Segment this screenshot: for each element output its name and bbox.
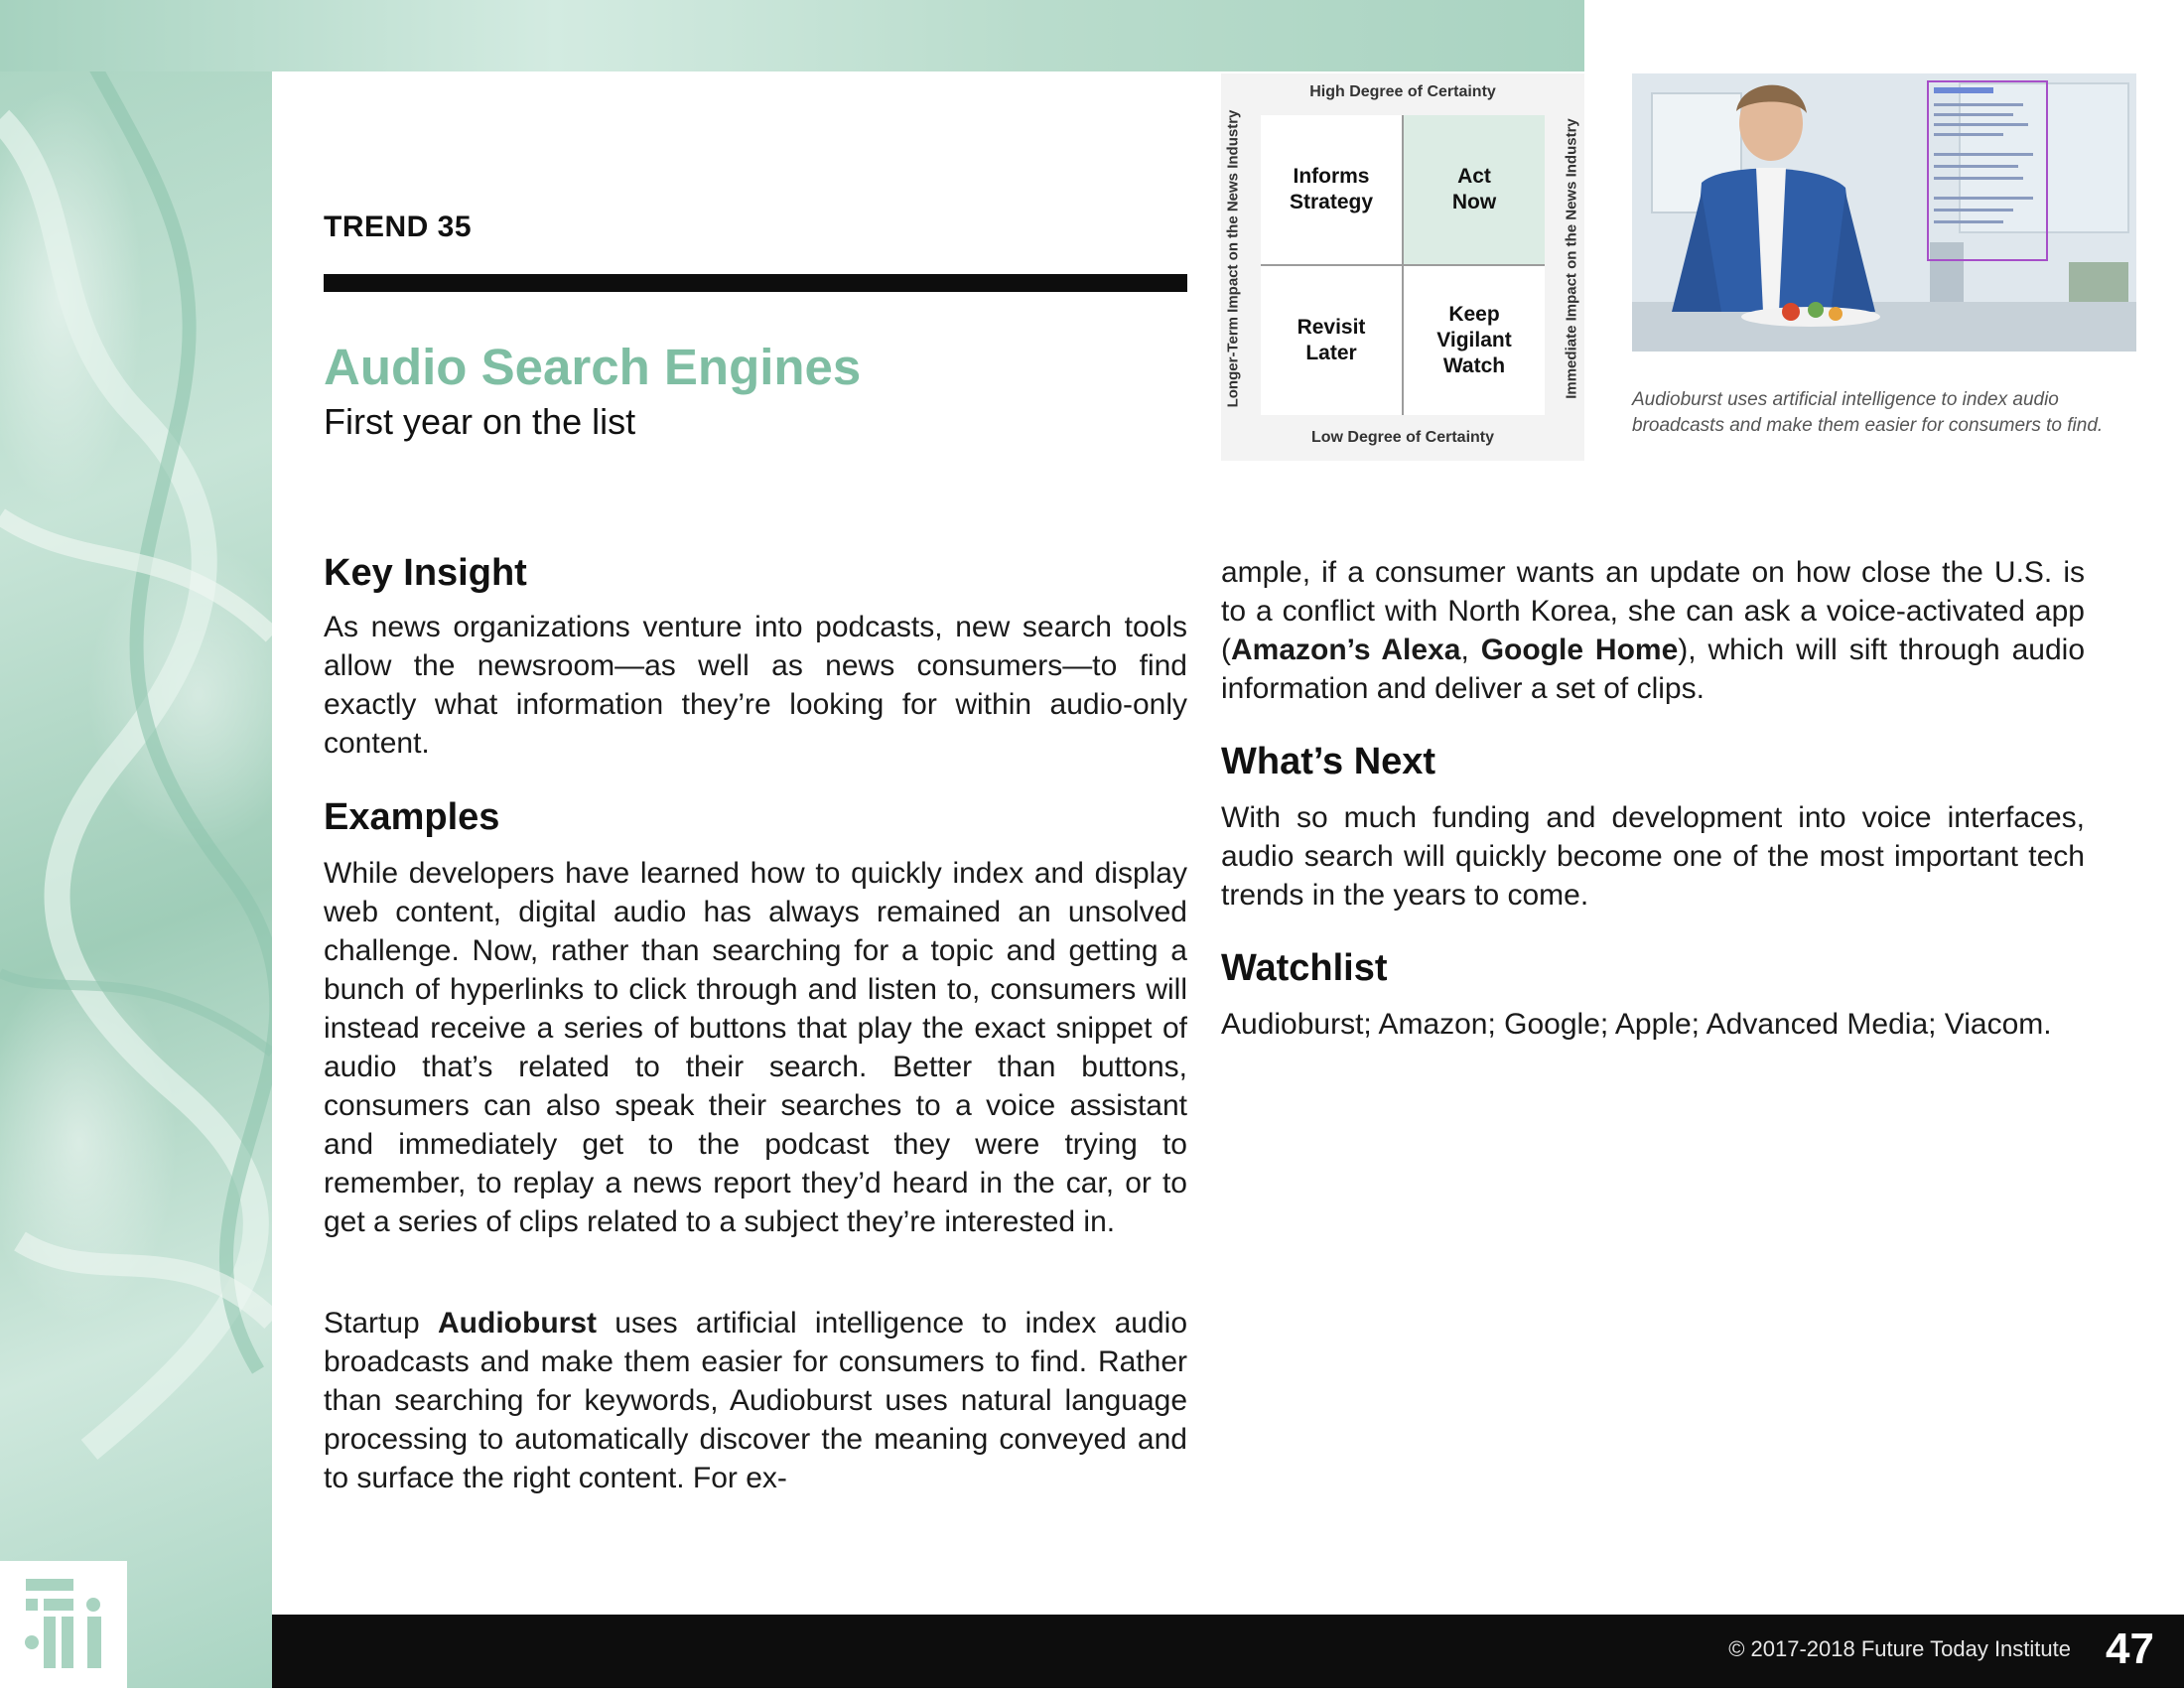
- quadrant-label: Informs Strategy: [1289, 164, 1374, 213]
- text-run: ample, if a consumer wants an update on how close the U.S. is to a conflict with North Korea, she can ask a voice-activated app (: [1221, 556, 2085, 666]
- examples-heading: Examples: [324, 796, 500, 838]
- examples-continued-text: [1221, 553, 2085, 708]
- man-cooking-illustration: [1632, 73, 2136, 352]
- photo-caption: Audioburst uses artificial intelligence to index audio broadcasts and make them easier for consumers to find.: [1632, 389, 2104, 436]
- footer-copyright: © 2017-2018 Future Today Institute: [1728, 1636, 2071, 1661]
- trend-label: TREND 35: [324, 211, 473, 243]
- quadrant-keep-vigilant-watch: [1404, 266, 1545, 415]
- quadrant-label: Revisit Later: [1297, 315, 1366, 364]
- key-insight-text: As news organizations venture into podcasts, new search tools allow the newsroom—as well as news consumers—to find exactly what information they’re looking for within audio-only content.: [324, 611, 1187, 760]
- page-footer: [272, 1615, 2184, 1688]
- page-number: 47: [2106, 1624, 2154, 1673]
- whats-next-heading: What’s Next: [1221, 741, 1436, 782]
- watchlist-text: Audioburst; Amazon; Google; Apple; Advanced Media; Viacom.: [1221, 1008, 2052, 1041]
- text-run: ), which will sift through audio information and deliver a set of clips.: [1221, 634, 2085, 705]
- article-photo: [1632, 73, 2136, 352]
- text-run: uses artificial intelligence to index audio broadcasts and make them easier for consumers to find. Rather than searching for keywords, Audioburst uses natural language processing to automatically discover the meaning conveyed and to surface the right content. For ex-: [324, 1307, 1188, 1494]
- page-title: Audio Search Engines: [324, 339, 862, 395]
- fti-logo: [0, 1561, 127, 1688]
- company-name-audioburst: Audioburst: [438, 1307, 597, 1340]
- matrix-right-label: Immediate Impact on the News Industry: [1563, 118, 1580, 399]
- product-name-alexa: Amazon’s Alexa: [1231, 634, 1461, 666]
- text-run: ,: [1460, 634, 1481, 666]
- quadrant-informs-strategy: [1261, 115, 1402, 264]
- quadrant-label: Keep Vigilant Watch: [1436, 302, 1512, 378]
- certainty-impact-matrix: [1221, 73, 1584, 461]
- matrix-top-label: High Degree of Certainty: [1309, 83, 1496, 100]
- decorative-top-band: [0, 0, 1584, 71]
- key-insight-heading: Key Insight: [324, 552, 527, 594]
- matrix-left-label: Longer-Term Impact on the News Industry: [1224, 109, 1242, 408]
- page-subtitle: First year on the list: [324, 401, 636, 442]
- product-name-google-home: Google Home: [1480, 634, 1679, 666]
- examples-text: While developers have learned how to quickly index and display web content, digital audio has always remained an unsolved challenge. Now, rather than searching for a topic and getting a bunch of hyperlinks to click through and listen to, consumers will instead receive a series of buttons that play the exact snippet of audio that’s related to their search. Better than buttons, consumers can also speak their searches to a voice assistant and immediately get to the podcast they were trying to remember, to replay a news report they’d heard in the car, or to get a series of clips related to a subject they’re interested in.: [324, 857, 1187, 1238]
- matrix-bottom-label: Low Degree of Certainty: [1310, 429, 1495, 446]
- decorative-marble-strip: [0, 0, 272, 1688]
- text-run: Startup: [324, 1307, 439, 1340]
- whats-next-text: With so much funding and development into voice interfaces, audio search will quickly become one of the most important tech trends in the years to come.: [1221, 801, 2085, 912]
- watchlist-heading: Watchlist: [1221, 947, 1388, 989]
- matrix-vertical-divider: [1402, 115, 1404, 415]
- quadrant-act-now: [1404, 115, 1545, 264]
- examples-startup-text: [324, 1304, 1187, 1497]
- fti-logo-icon: [0, 1561, 127, 1688]
- quadrant-revisit-later: [1261, 266, 1402, 415]
- quadrant-label: Act Now: [1451, 164, 1497, 213]
- marble-texture: [0, 0, 272, 1688]
- trend-divider: [324, 274, 1187, 292]
